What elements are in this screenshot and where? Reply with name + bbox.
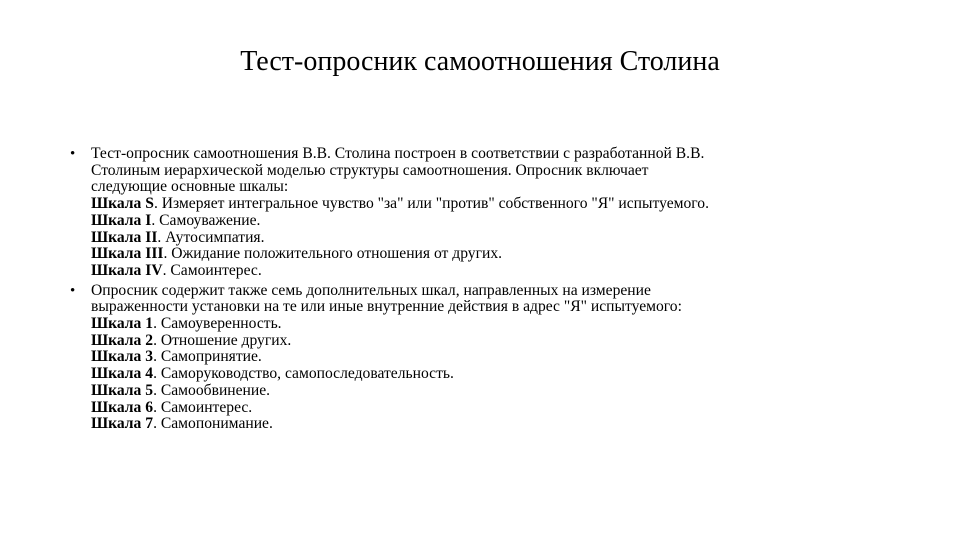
paragraph-line: Опросник содержит также семь дополнительных шкал, направленных на измерение	[91, 281, 651, 299]
bullet-item-main-scales	[70, 146, 930, 280]
scale-name: Шкала I	[91, 211, 152, 229]
scale-name: Шкала 1	[91, 315, 154, 333]
bullet-icon: •	[70, 282, 76, 299]
paragraph-line: Тест-опросник самоотношения В.В. Столина построен в соответствии с разработанной В.В.	[91, 145, 705, 162]
scale-name: Шкала 7	[91, 415, 154, 433]
scale-description: . Аутосимпатия.	[157, 228, 265, 246]
scale-name: Шкала II	[91, 228, 158, 246]
scale-description: . Самоинтерес.	[153, 398, 253, 416]
scale-line	[91, 246, 930, 263]
scale-name: Шкала S	[91, 195, 154, 213]
paragraph-line: Столиным иерархической моделью структуры самоотношения. Опросник включает	[91, 161, 649, 179]
scale-line	[91, 196, 930, 213]
scale-description: . Самоуважение.	[151, 211, 261, 229]
scale-line	[91, 416, 930, 433]
scale-line	[91, 333, 930, 350]
scale-description: . Саморуководство, самопоследовательность.	[153, 365, 454, 383]
scale-description: . Самоуверенность.	[153, 315, 282, 333]
scale-name: Шкала 6	[91, 398, 154, 416]
scale-description: . Самоинтерес.	[162, 261, 262, 279]
scale-name: Шкала 5	[91, 381, 154, 399]
scale-name: Шкала 4	[91, 365, 154, 383]
scale-description: . Самопринятие.	[153, 348, 262, 366]
scale-line	[91, 349, 930, 366]
scale-line	[91, 366, 930, 383]
scale-name: Шкала IV	[91, 261, 163, 279]
scale-description: . Измеряет интегральное чувство "за" или "против" собственного "Я" испытуемого.	[153, 195, 709, 213]
scale-line	[91, 316, 930, 333]
scale-line	[91, 383, 930, 400]
bullet-icon: •	[70, 146, 76, 162]
slide-title: Тест-опросник самоотношения Столина	[240, 46, 720, 77]
scale-name: Шкала III	[91, 245, 164, 263]
scale-line	[91, 400, 930, 417]
scale-description: . Отношение других.	[153, 331, 292, 349]
paragraph-line: следующие основные шкалы:	[91, 178, 289, 196]
scale-line	[91, 213, 930, 230]
scale-description: . Ожидание положительного отношения от других.	[163, 245, 503, 263]
scale-line	[91, 263, 930, 280]
bullet-list	[70, 146, 930, 436]
scale-name: Шкала 3	[91, 348, 154, 366]
scale-line	[91, 230, 930, 247]
paragraph-line: выраженности установки на те или иные внутренние действия в адрес "Я" испытуемого:	[91, 298, 682, 316]
scale-description: . Самопонимание.	[153, 415, 273, 433]
scale-description: . Самообвинение.	[153, 381, 271, 399]
bullet-item-additional-scales	[70, 283, 930, 433]
scale-name: Шкала 2	[91, 331, 154, 349]
